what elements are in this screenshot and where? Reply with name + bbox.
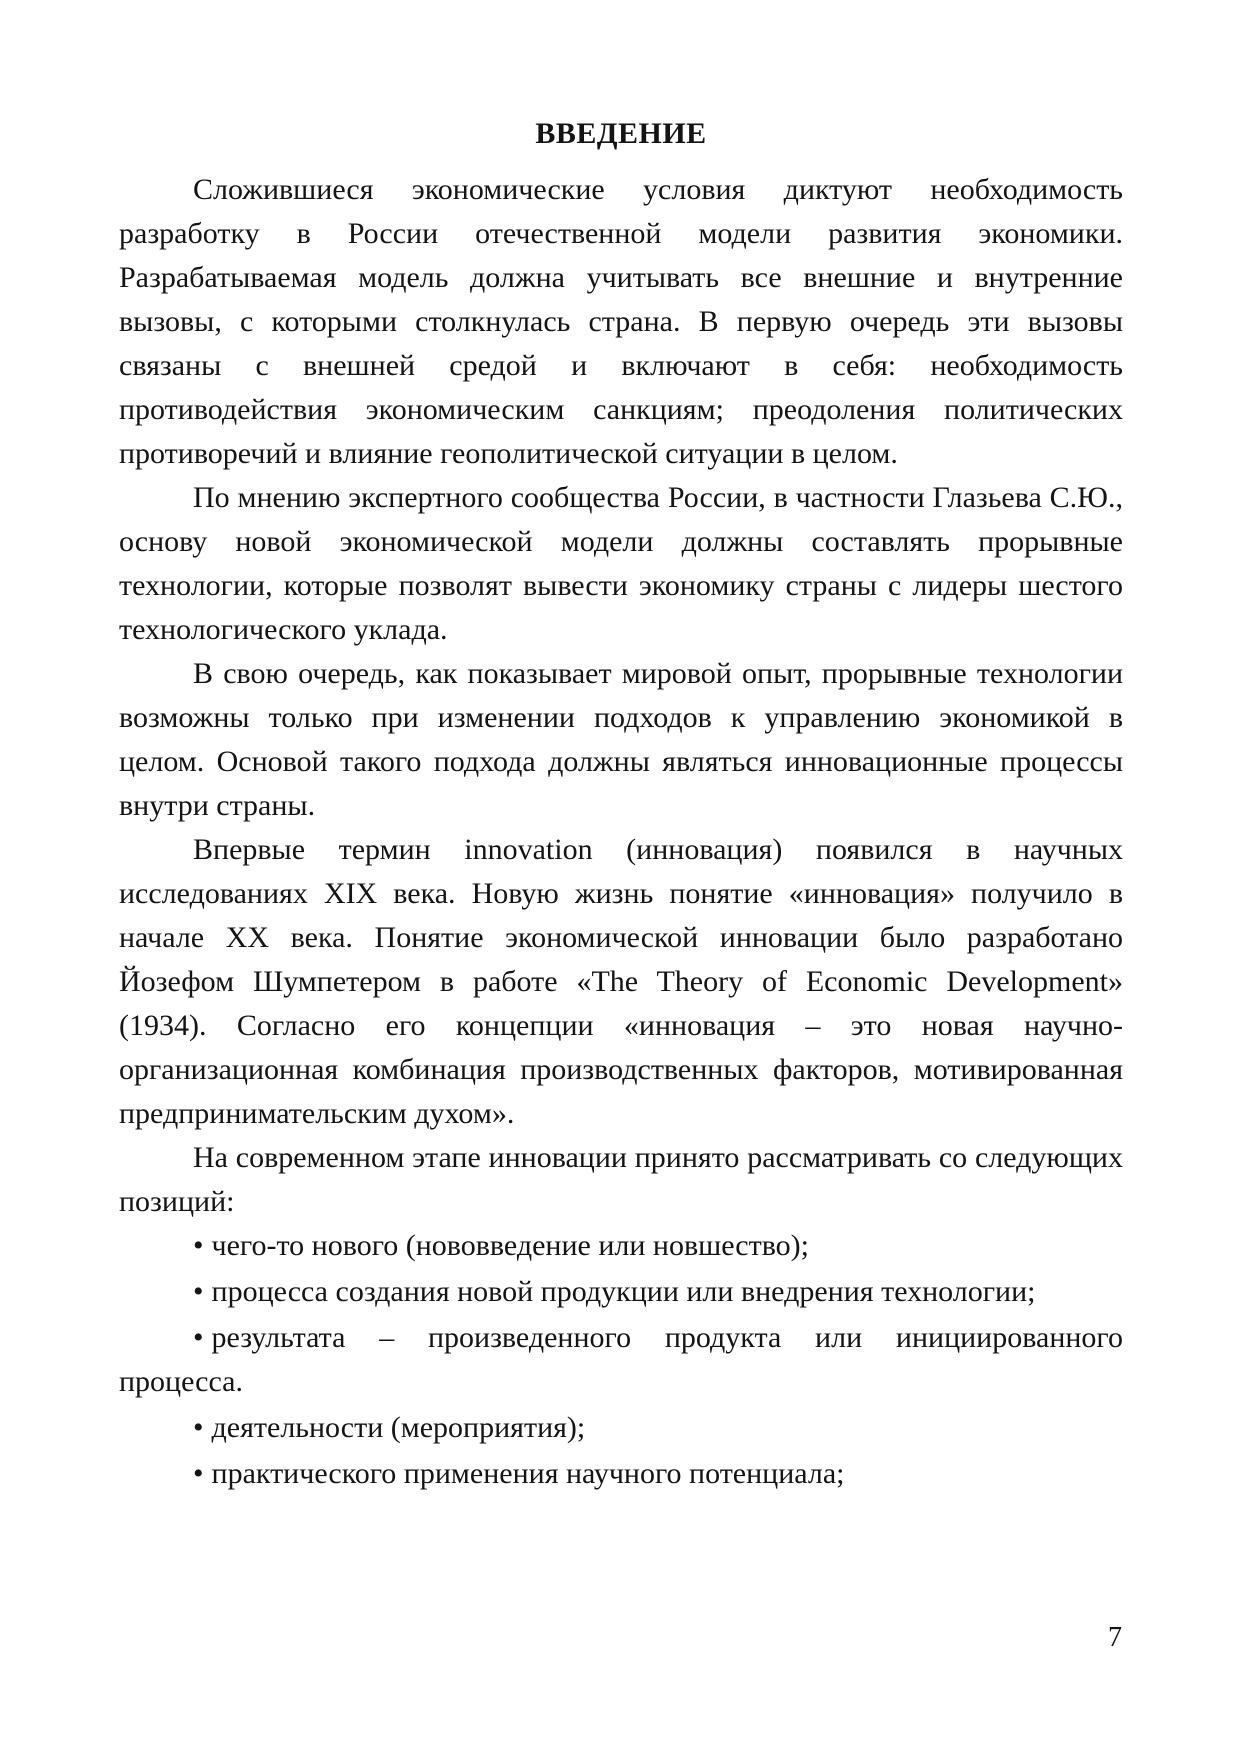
bullet-icon: • bbox=[193, 1411, 204, 1444]
bullet-icon: • bbox=[193, 1229, 204, 1262]
list-item bbox=[119, 1452, 1123, 1496]
list-item bbox=[119, 1224, 1123, 1268]
list-item-text: деятельности (мероприятия); bbox=[211, 1411, 586, 1444]
bullet-icon: • bbox=[193, 1275, 204, 1308]
list-item bbox=[119, 1270, 1123, 1314]
list-item-text: процесса создания новой продукции или внедрения технологии; bbox=[211, 1275, 1036, 1308]
paragraph-5: На современном этапе инновации принято рассматривать со следующих позиций: bbox=[119, 1141, 1123, 1218]
paragraph-3: В свою очередь, как показывает мировой опыт, прорывные технологии возможны только при изменении подходов к управлению экономикой в целом. Основой такого подхода должны являться инновационные процессы внутри страны. bbox=[119, 657, 1123, 822]
page-title: ВВЕДЕНИЕ bbox=[535, 117, 707, 150]
list-item bbox=[119, 1316, 1123, 1404]
paragraph-4: Впервые термин innovation (инновация) появился в научных исследованиях XIX века. Новую жизнь понятие «инновация» получило в начале XX века. Понятие экономической инновации было разработано Йозефом Шумпетером в работе «The Theory of Economic Development» (1934). Согласно его концепции «инновация – это новая научно-организационная комбинация производственных факторов, мотивированная предпринимательским духом». bbox=[119, 833, 1123, 1130]
bullet-icon: • bbox=[193, 1457, 204, 1490]
positions-list bbox=[119, 1224, 1123, 1496]
document-page bbox=[119, 112, 1123, 1498]
list-item-text: чего-то нового (нововведение или новшество); bbox=[211, 1229, 810, 1262]
list-item-text: практического применения научного потенциала; bbox=[211, 1457, 845, 1490]
page-number: 7 bbox=[1108, 1622, 1122, 1653]
paragraph-1: Сложившиеся экономические условия диктуют необходимость разработку в России отечественной модели развития экономики. Разрабатываемая модель должна учитывать все внешние и внутренние вызовы, с которыми столкнулась страна. В первую очередь эти вызовы связаны с внешней средой и включают в себя: необходимость противодействия экономическим санкциям; преодоления политических противоречий и влияние геополитической ситуации в целом. bbox=[119, 173, 1123, 470]
bullet-icon: • bbox=[193, 1321, 204, 1354]
list-item-text: результата – произведенного продукта или инициированного процесса. bbox=[119, 1321, 1123, 1398]
paragraph-2: По мнению экспертного сообщества России, в частности Глазьева С.Ю., основу новой экономической модели должны составлять прорывные технологии, которые позволят вывести экономику страны с лидеры шестого технологического уклада. bbox=[119, 481, 1123, 646]
list-item bbox=[119, 1406, 1123, 1450]
